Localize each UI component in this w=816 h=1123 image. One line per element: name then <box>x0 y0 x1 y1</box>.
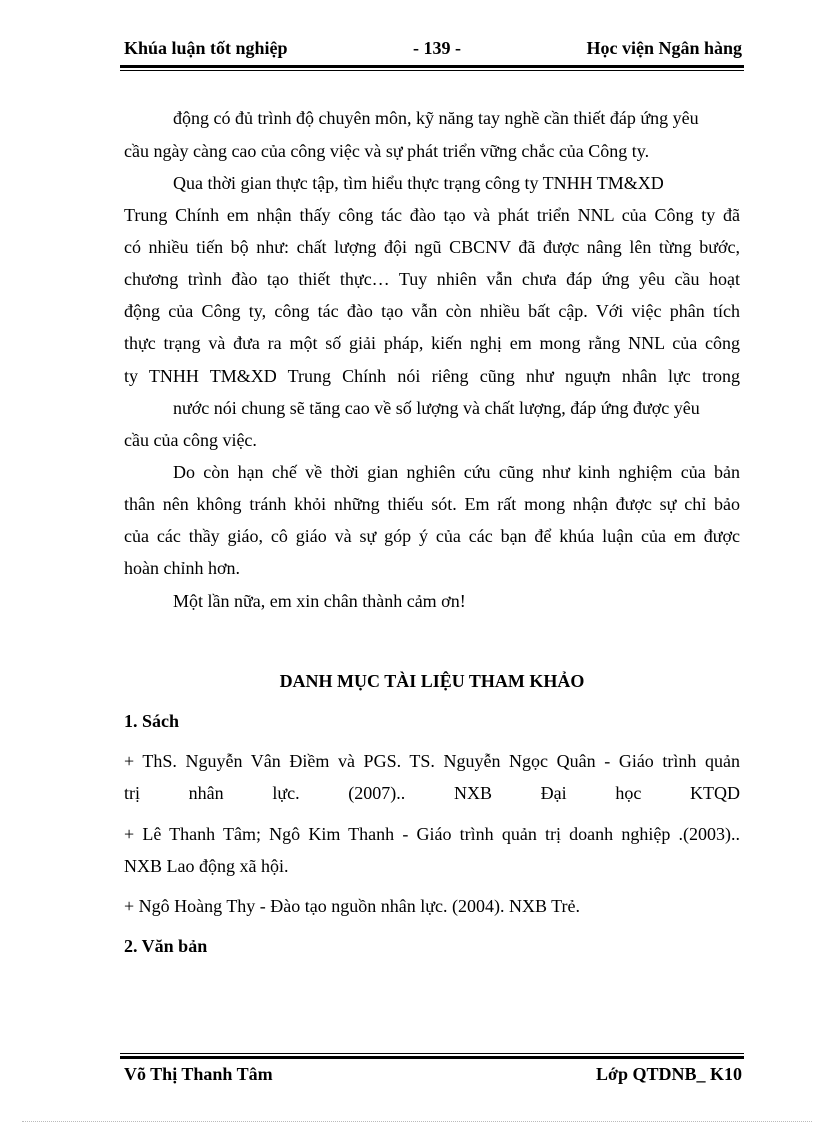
paragraph-line: ty TNHH TM&XD Trung Chính nói riêng cũng như nguựn nhân lực trong <box>124 366 740 386</box>
paragraph-line: nước nói chung sẽ tăng cao về số lượng và chất lượng, đáp ứng được yêu <box>173 398 700 418</box>
footer-rule-thin <box>120 1053 744 1054</box>
paragraph-line: thực trạng và đưa ra một số giải pháp, kiến nghị em mong rằng NNL của công <box>124 333 740 353</box>
paragraph-line: động có đủ trình độ chuyên môn, kỹ năng tay nghề cần thiết đáp ứng yêu <box>173 108 699 128</box>
paragraph-line: động của Công ty, công tác đào tạo vẫn còn nhiều bất cập. Với việc phân tích <box>124 301 740 321</box>
header-institution: Học viện Ngân hàng <box>586 38 742 58</box>
references-title: DANH MỤC TÀI LIỆU THAM KHẢO <box>279 671 585 691</box>
paragraph-line: chương trình đào tạo thiết thực… Tuy nhiên vẫn chưa đáp ứng yêu cầu hoạt <box>124 269 740 289</box>
page-header <box>124 38 742 64</box>
section-heading-books: 1. Sách <box>124 711 180 731</box>
section-heading-documents: 2. Văn bản <box>124 936 208 956</box>
header-page-number: - 139 - <box>413 38 461 58</box>
paragraph-line: của các thầy giáo, cô giáo và sự góp ý của các bạn để khúa luận của em được <box>124 526 740 546</box>
closing-thanks: Một lần nữa, em xin chân thành cảm ơn! <box>173 591 466 611</box>
footer-rule-thick <box>120 1056 744 1059</box>
paragraph-line: có nhiều tiến bộ như: chất lượng đội ngũ CBCNV đã được nâng lên từng bước, <box>124 237 740 257</box>
reference-entry: trị nhân lực. (2007).. NXB Đại học KTQD <box>124 783 740 803</box>
reference-entry: + ThS. Nguyễn Vân Điềm và PGS. TS. Nguyễn Ngọc Quân - Giáo trình quản <box>124 751 740 771</box>
page-footer <box>124 1064 742 1090</box>
header-rule-thin <box>120 70 744 71</box>
reference-entry: + Lê Thanh Tâm; Ngô Kim Thanh - Giáo trình quản trị doanh nghiệp .(2003).. <box>124 824 740 844</box>
page-edge-divider <box>22 1121 812 1122</box>
header-rule-thick <box>120 65 744 68</box>
paragraph-line: Do còn hạn chế về thời gian nghiên cứu cũng như kinh nghiệm của bản <box>173 462 740 482</box>
paragraph-line: hoàn chỉnh hơn. <box>124 558 240 578</box>
reference-entry: NXB Lao động xã hội. <box>124 856 289 876</box>
paragraph-line: Trung Chính em nhận thấy công tác đào tạo và phát triển NNL của Công ty đã <box>124 205 740 225</box>
reference-entry: + Ngô Hoàng Thy - Đào tạo nguồn nhân lực. (2004). NXB Trẻ. <box>124 896 581 916</box>
paragraph-line: cầu của công việc. <box>124 430 257 450</box>
footer-class: Lớp QTDNB_ K10 <box>596 1064 742 1084</box>
paragraph-line: Qua thời gian thực tập, tìm hiểu thực trạng công ty TNHH TM&XD <box>173 173 664 193</box>
paragraph-line: thân nên không tránh khỏi những thiếu sót. Em rất mong nhận được sự chỉ bảo <box>124 494 740 514</box>
header-thesis-label: Khúa luận tốt nghiệp <box>124 38 288 58</box>
footer-author: Võ Thị Thanh Tâm <box>124 1064 273 1084</box>
paragraph-line: cầu ngày càng cao của công việc và sự phát triển vững chắc của Công ty. <box>124 141 650 161</box>
